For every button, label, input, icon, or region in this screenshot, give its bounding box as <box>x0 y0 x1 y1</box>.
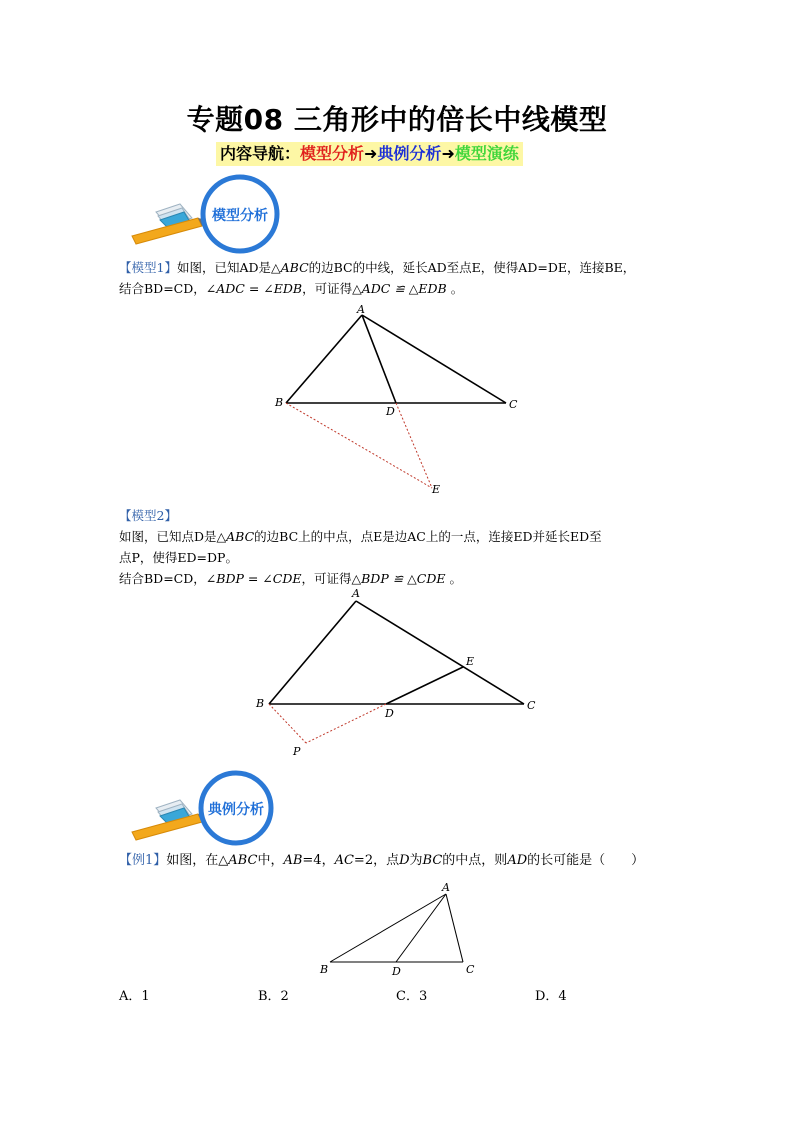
option-a[interactable]: A．1 <box>119 989 150 1004</box>
segment-ad <box>362 315 396 403</box>
segment-ad <box>396 894 446 962</box>
model2-figure <box>250 585 550 765</box>
segment-ac <box>356 601 524 704</box>
segment-ac <box>362 315 506 403</box>
option-d[interactable]: D．4 <box>535 989 567 1004</box>
nav-label: 内容导航： <box>220 144 301 163</box>
model2-line2: 点P，使得ED=DP。 <box>119 550 238 565</box>
arrow-right-icon: ➜ <box>364 144 378 163</box>
point-label-c: C <box>466 963 475 976</box>
badge-label: 模型分析 <box>212 208 268 224</box>
point-label-e: E <box>432 483 441 496</box>
badge-label: 典例分析 <box>208 802 264 818</box>
segment-ab <box>330 894 446 962</box>
segment-dp-dotted <box>306 704 386 743</box>
page-title: 专题08 三角形中的倍长中线模型 <box>186 103 608 136</box>
arrow-right-icon: ➜ <box>441 144 455 163</box>
example1-question: 【例1】如图，在△ABC中，AB=4，AC=2，点D为BC的中点，则AD的长可能是（ ） <box>119 853 645 868</box>
point-label-d: D <box>385 707 394 720</box>
segment-ac <box>446 894 463 962</box>
option-c[interactable]: C．3 <box>396 989 428 1004</box>
model-analysis-badge <box>128 174 288 254</box>
point-label-b: B <box>320 963 329 976</box>
model2-line1: 如图，已知点D是△ABC的边BC上的中点，点E是边AC上的一点，连接ED并延长ED至 <box>119 529 602 544</box>
point-label-a: A <box>442 881 450 894</box>
segment-bp-dotted <box>269 704 306 743</box>
nav-step-example-analysis: 典例分析 <box>377 144 442 163</box>
example-analysis-badge <box>128 770 288 850</box>
segment-ab <box>286 315 362 403</box>
segment-be-dotted <box>286 403 432 488</box>
model1-line2: 结合BD=CD，∠ADC = ∠EDB，可证得△ADC ≌ △EDB 。 <box>119 281 464 296</box>
model2-text <box>119 505 602 589</box>
model1-text <box>119 257 635 299</box>
nav-step-model-analysis: 模型分析 <box>300 144 365 163</box>
point-label-e: E <box>466 655 475 668</box>
option-b[interactable]: B．2 <box>258 989 289 1004</box>
content-navigation <box>216 142 523 166</box>
point-label-p: P <box>293 745 301 758</box>
segment-de <box>386 667 463 704</box>
example1-tag: 【例1】 <box>119 853 167 868</box>
point-label-b: B <box>256 697 265 710</box>
point-label-b: B <box>275 396 284 409</box>
point-label-c: C <box>509 398 518 411</box>
segment-ab <box>269 601 356 704</box>
point-label-d: D <box>392 965 401 978</box>
example1-options <box>119 985 679 1005</box>
segment-de-dotted <box>396 403 432 488</box>
point-label-d: D <box>386 405 395 418</box>
point-label-a: A <box>352 587 360 600</box>
model1-figure <box>270 300 530 500</box>
model2-line3: 结合BD=CD，∠BDP = ∠CDE，可证得△BDP ≌ △CDE 。 <box>119 571 462 586</box>
point-label-a: A <box>357 303 365 316</box>
model2-tag: 【模型2】 <box>119 508 177 523</box>
model1-line1: 【模型1】如图，已知AD是△ABC的边BC的中线，延长AD至点E，使得AD=DE，连接BE， <box>119 260 636 275</box>
point-label-c: C <box>527 699 536 712</box>
example1-figure <box>310 876 490 981</box>
nav-step-model-practice: 模型演练 <box>454 144 519 163</box>
model1-tag: 【模型1】 <box>119 260 177 275</box>
